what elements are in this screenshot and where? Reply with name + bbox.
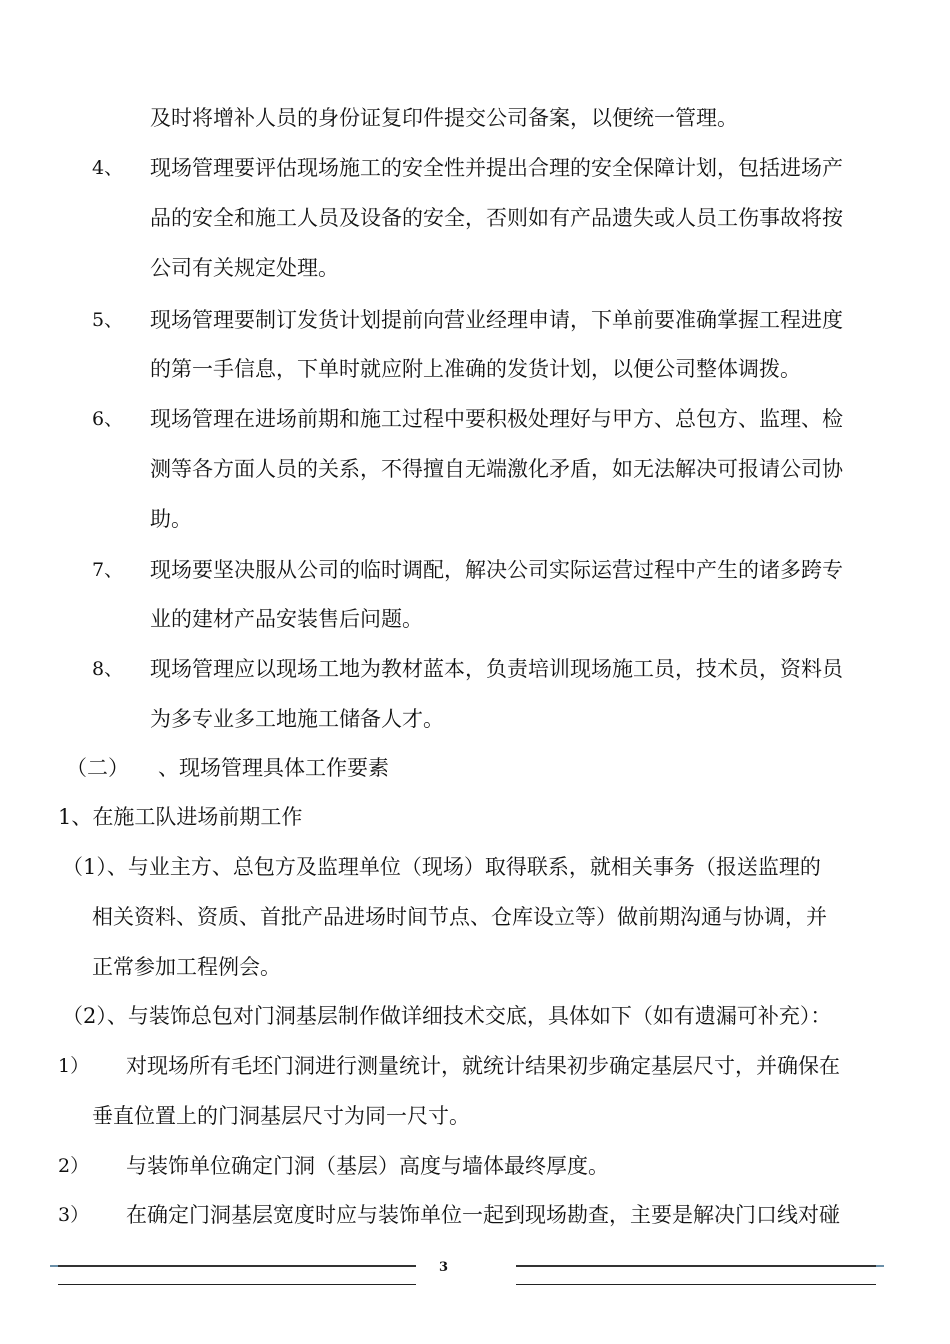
item-number: 8、	[92, 658, 124, 680]
item-line: 现场管理应以现场工地为教材蓝本，负责培训现场施工员，技术员，资料员	[150, 657, 843, 681]
item-number: 5、	[92, 309, 124, 331]
item-number: 7、	[92, 559, 124, 581]
paragraph-line: （1）、与业主方、总包方及监理单位（现场）取得联系，就相关事务（报送监理的	[62, 855, 821, 879]
step-line: 垂直位置上的门洞基层尺寸为同一尺寸。	[92, 1104, 470, 1128]
paragraph-line: （2）、与装饰总包对门洞基层制作做详细技术交底，具体如下（如有遗漏可补充）：	[62, 1004, 832, 1028]
item-line: 公司有关规定处理。	[150, 256, 339, 280]
section-title: 、现场管理具体工作要素	[158, 756, 389, 780]
step-number: 1）	[58, 1055, 90, 1077]
item-line: 现场管理在进场前期和施工过程中要积极处理好与甲方、总包方、监理、检	[150, 407, 843, 431]
step-number: 2）	[58, 1155, 90, 1177]
footer-rule-cap	[50, 1265, 58, 1267]
item-line: 测等各方面人员的关系，不得擅自无端激化矛盾，如无法解决可报请公司协	[150, 457, 843, 481]
page-number: 3	[439, 1260, 449, 1275]
paragraph-line: 正常参加工程例会。	[92, 955, 281, 979]
footer-rule-right-bottom	[516, 1284, 876, 1285]
footer-rule-right-top	[516, 1265, 876, 1267]
intro-line: 及时将增补人员的身份证复印件提交公司备案，以便统一管理。	[150, 106, 738, 130]
sub-heading: 1、在施工队进场前期工作	[58, 805, 303, 829]
item-line: 为多专业多工地施工储备人才。	[150, 707, 444, 731]
item-line: 现场管理要评估现场施工的安全性并提出合理的安全保障计划，包括进场产	[150, 156, 843, 180]
step-line: 与装饰单位确定门洞（基层）高度与墙体最终厚度。	[126, 1154, 609, 1178]
step-line: 对现场所有毛坯门洞进行测量统计，就统计结果初步确定基层尺寸，并确保在	[126, 1054, 840, 1078]
paragraph-line: 相关资料、资质、首批产品进场时间节点、仓库设立等）做前期沟通与协调，并	[92, 905, 827, 929]
item-line: 助。	[150, 507, 192, 531]
footer-rule-left-top	[58, 1265, 416, 1267]
item-line: 品的安全和施工人员及设备的安全，否则如有产品遗失或人员工伤事故将按	[150, 206, 843, 230]
footer-rule-left-bottom	[58, 1284, 416, 1285]
section-number: （二）	[66, 756, 129, 780]
item-line: 现场要坚决服从公司的临时调配，解决公司实际运营过程中产生的诸多跨专	[150, 558, 843, 582]
item-line: 现场管理要制订发货计划提前向营业经理申请，下单前要准确掌握工程进度	[150, 308, 843, 332]
item-line: 业的建材产品安装售后问题。	[150, 607, 423, 631]
footer-rule-cap	[876, 1265, 884, 1267]
item-line: 的第一手信息，下单时就应附上准确的发货计划，以便公司整体调拨。	[150, 357, 801, 381]
step-number: 3）	[58, 1204, 90, 1226]
item-number: 6、	[92, 408, 124, 430]
step-line: 在确定门洞基层宽度时应与装饰单位一起到现场勘查，主要是解决门口线对碰	[126, 1203, 840, 1227]
item-number: 4、	[92, 157, 124, 179]
